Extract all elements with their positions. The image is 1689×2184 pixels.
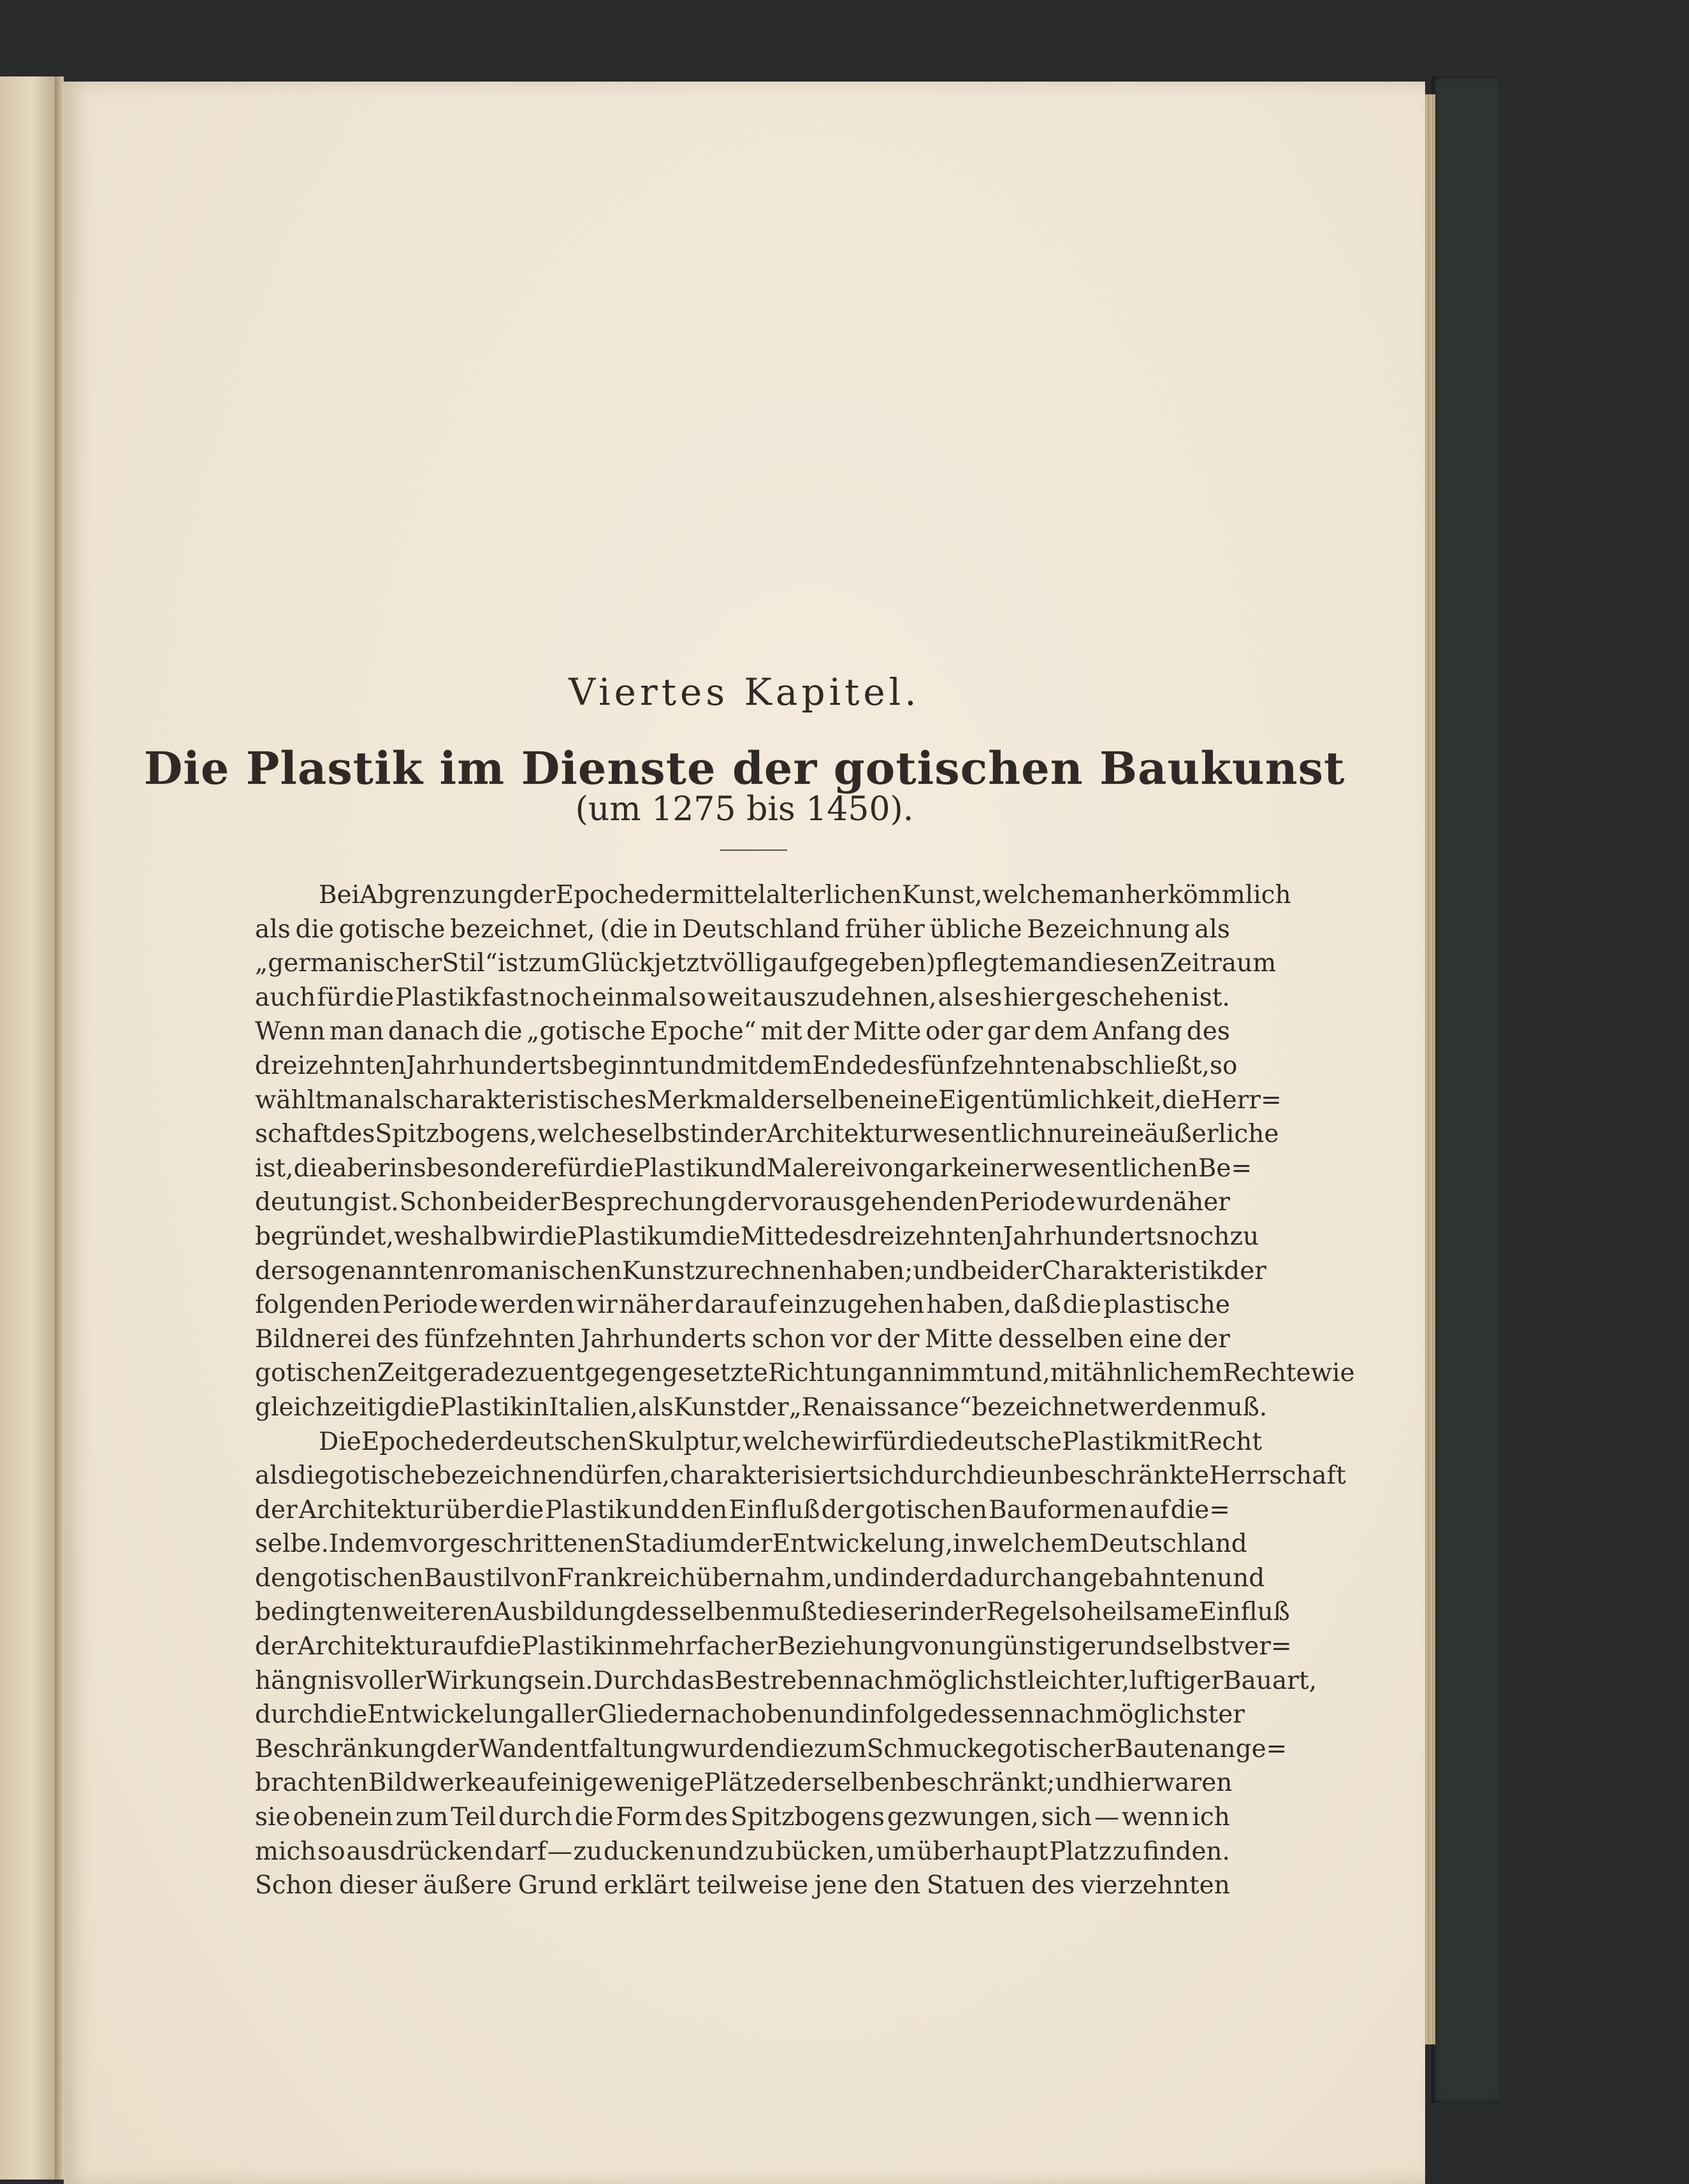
text-line: deutung ist. Schon bei der Besprechung der vorausgehenden Periode wurde näher [255, 1188, 1230, 1217]
body-text [255, 878, 1355, 1903]
text-line: „germanischer Stil“ ist zum Glück jetzt völlig aufgegeben) pflegte man diesen Zeitraum [255, 949, 1277, 978]
text-line: der sogenannten romanischen Kunst zu rechnen haben; und bei der Charakteristik der [255, 1256, 1266, 1285]
text-line: Bei Abgrenzung der Epoche der mittelalterlichen Kunst, welche man herkömmlich [319, 881, 1291, 909]
book-cover [1432, 76, 1499, 2103]
text-line: den gotischen Baustil von Frankreich übernahm, und in der dadurch angebahnten und [255, 1563, 1265, 1593]
left-page-edge [0, 76, 59, 2180]
text-line: dreizehnten Jahrhunderts beginnt und mit dem Ende des fünfzehnten abschließt, so [255, 1051, 1238, 1080]
text-line: selbe. In dem vorgeschrittenen Stadium der Entwickelung, in welchem Deutschland [255, 1530, 1247, 1559]
chapter-dates: (um 1275 bis 1450). [575, 790, 914, 828]
text-line: auch für die Plastik fast noch einmal so weit auszudehnen, als es hier geschehen ist. [255, 983, 1230, 1012]
text-line: als die gotische bezeichnet, (die in Deutschland früher übliche Bezeichnung als [255, 915, 1230, 944]
text-line: gleichzeitig die Plastik in Italien, als Kunst der „Renaissance“ bezeichnet werden muß. [255, 1392, 1268, 1422]
text-line: der Architektur auf die Plastik in mehrfacher Beziehung von ungünstiger und selbst ver= [255, 1632, 1292, 1661]
text-line: Bildnerei des fünfzehnten Jahrhunderts schon vor der Mitte desselben eine der [255, 1324, 1230, 1354]
text-line: hängnisvoller Wirkung sein. Durch das Bestreben nach möglichst leichter, luftiger Bauart, [255, 1666, 1317, 1695]
text-line: der Architektur über die Plastik und den Einfluß der gotischen Bauformen auf die= [255, 1495, 1230, 1524]
text-line: sie obenein zum Teil durch die Form des Spitzbogens gezwungen, sich — wenn ich [255, 1803, 1230, 1832]
text-line: als die gotische bezeichnen dürfen, charakterisiert sich durch die unbeschränkte Herrschaft [255, 1461, 1346, 1491]
book-page [64, 82, 1425, 2184]
text-line: Wenn man danach die „gotische Epoche“ mit der Mitte oder gar dem Anfang des [255, 1017, 1230, 1046]
text-line: bedingten weiteren Ausbildung desselben mußte dieser in der Regel so heilsame Einfluß [255, 1598, 1290, 1627]
chapter-label: Viertes Kapitel. [569, 670, 920, 714]
text-line: Beschränkung der Wandentfaltung wurden die zum Schmucke gotischer Bauten ange= [255, 1734, 1287, 1763]
title-divider [720, 850, 787, 851]
text-line: begründet, weshalb wir die Plastik um die Mitte des dreizehnten Jahrhunderts noch zu [255, 1222, 1259, 1251]
text-line: Schon dieser äußere Grund erklärt teilweise jene den Statuen des vierzehnten [255, 1871, 1230, 1900]
text-line: gotischen Zeit geradezu entgegengesetzte Richtung annimmt und, mit ähnlichem Rechte wie [255, 1359, 1355, 1388]
book-gutter [55, 76, 64, 2180]
text-line: wählt man als charakteristisches Merkmal derselben eine Eigentümlichkeit, die Herr= [255, 1085, 1282, 1115]
text-line: brachten Bildwerke auf einige wenige Plätze derselben beschränkt; und hier waren [255, 1768, 1233, 1798]
text-line: Die Epoche der deutschen Skulptur, welche wir für die deutsche Plastik mit Recht [319, 1427, 1263, 1456]
text-line: schaft des Spitzbogens, welche selbst in der Architektur wesentlich nur eine äußerliche [255, 1120, 1279, 1149]
text-line: durch die Entwickelung aller Glieder nach oben und infolgedessen nach möglichster [255, 1700, 1245, 1730]
text-line: mich so ausdrücken darf — zu ducken und zu bücken, um überhaupt Platz zu finden. [255, 1837, 1230, 1866]
text-line: folgenden Periode werden wir näher darauf einzugehen haben, daß die plastische [255, 1291, 1230, 1320]
chapter-title: Die Plastik im Dienste der gotischen Baukunst [143, 742, 1345, 795]
text-line: ist, die aber insbesondere für die Plastik und Malerei von gar keiner wesentlichen Be= [255, 1153, 1252, 1183]
